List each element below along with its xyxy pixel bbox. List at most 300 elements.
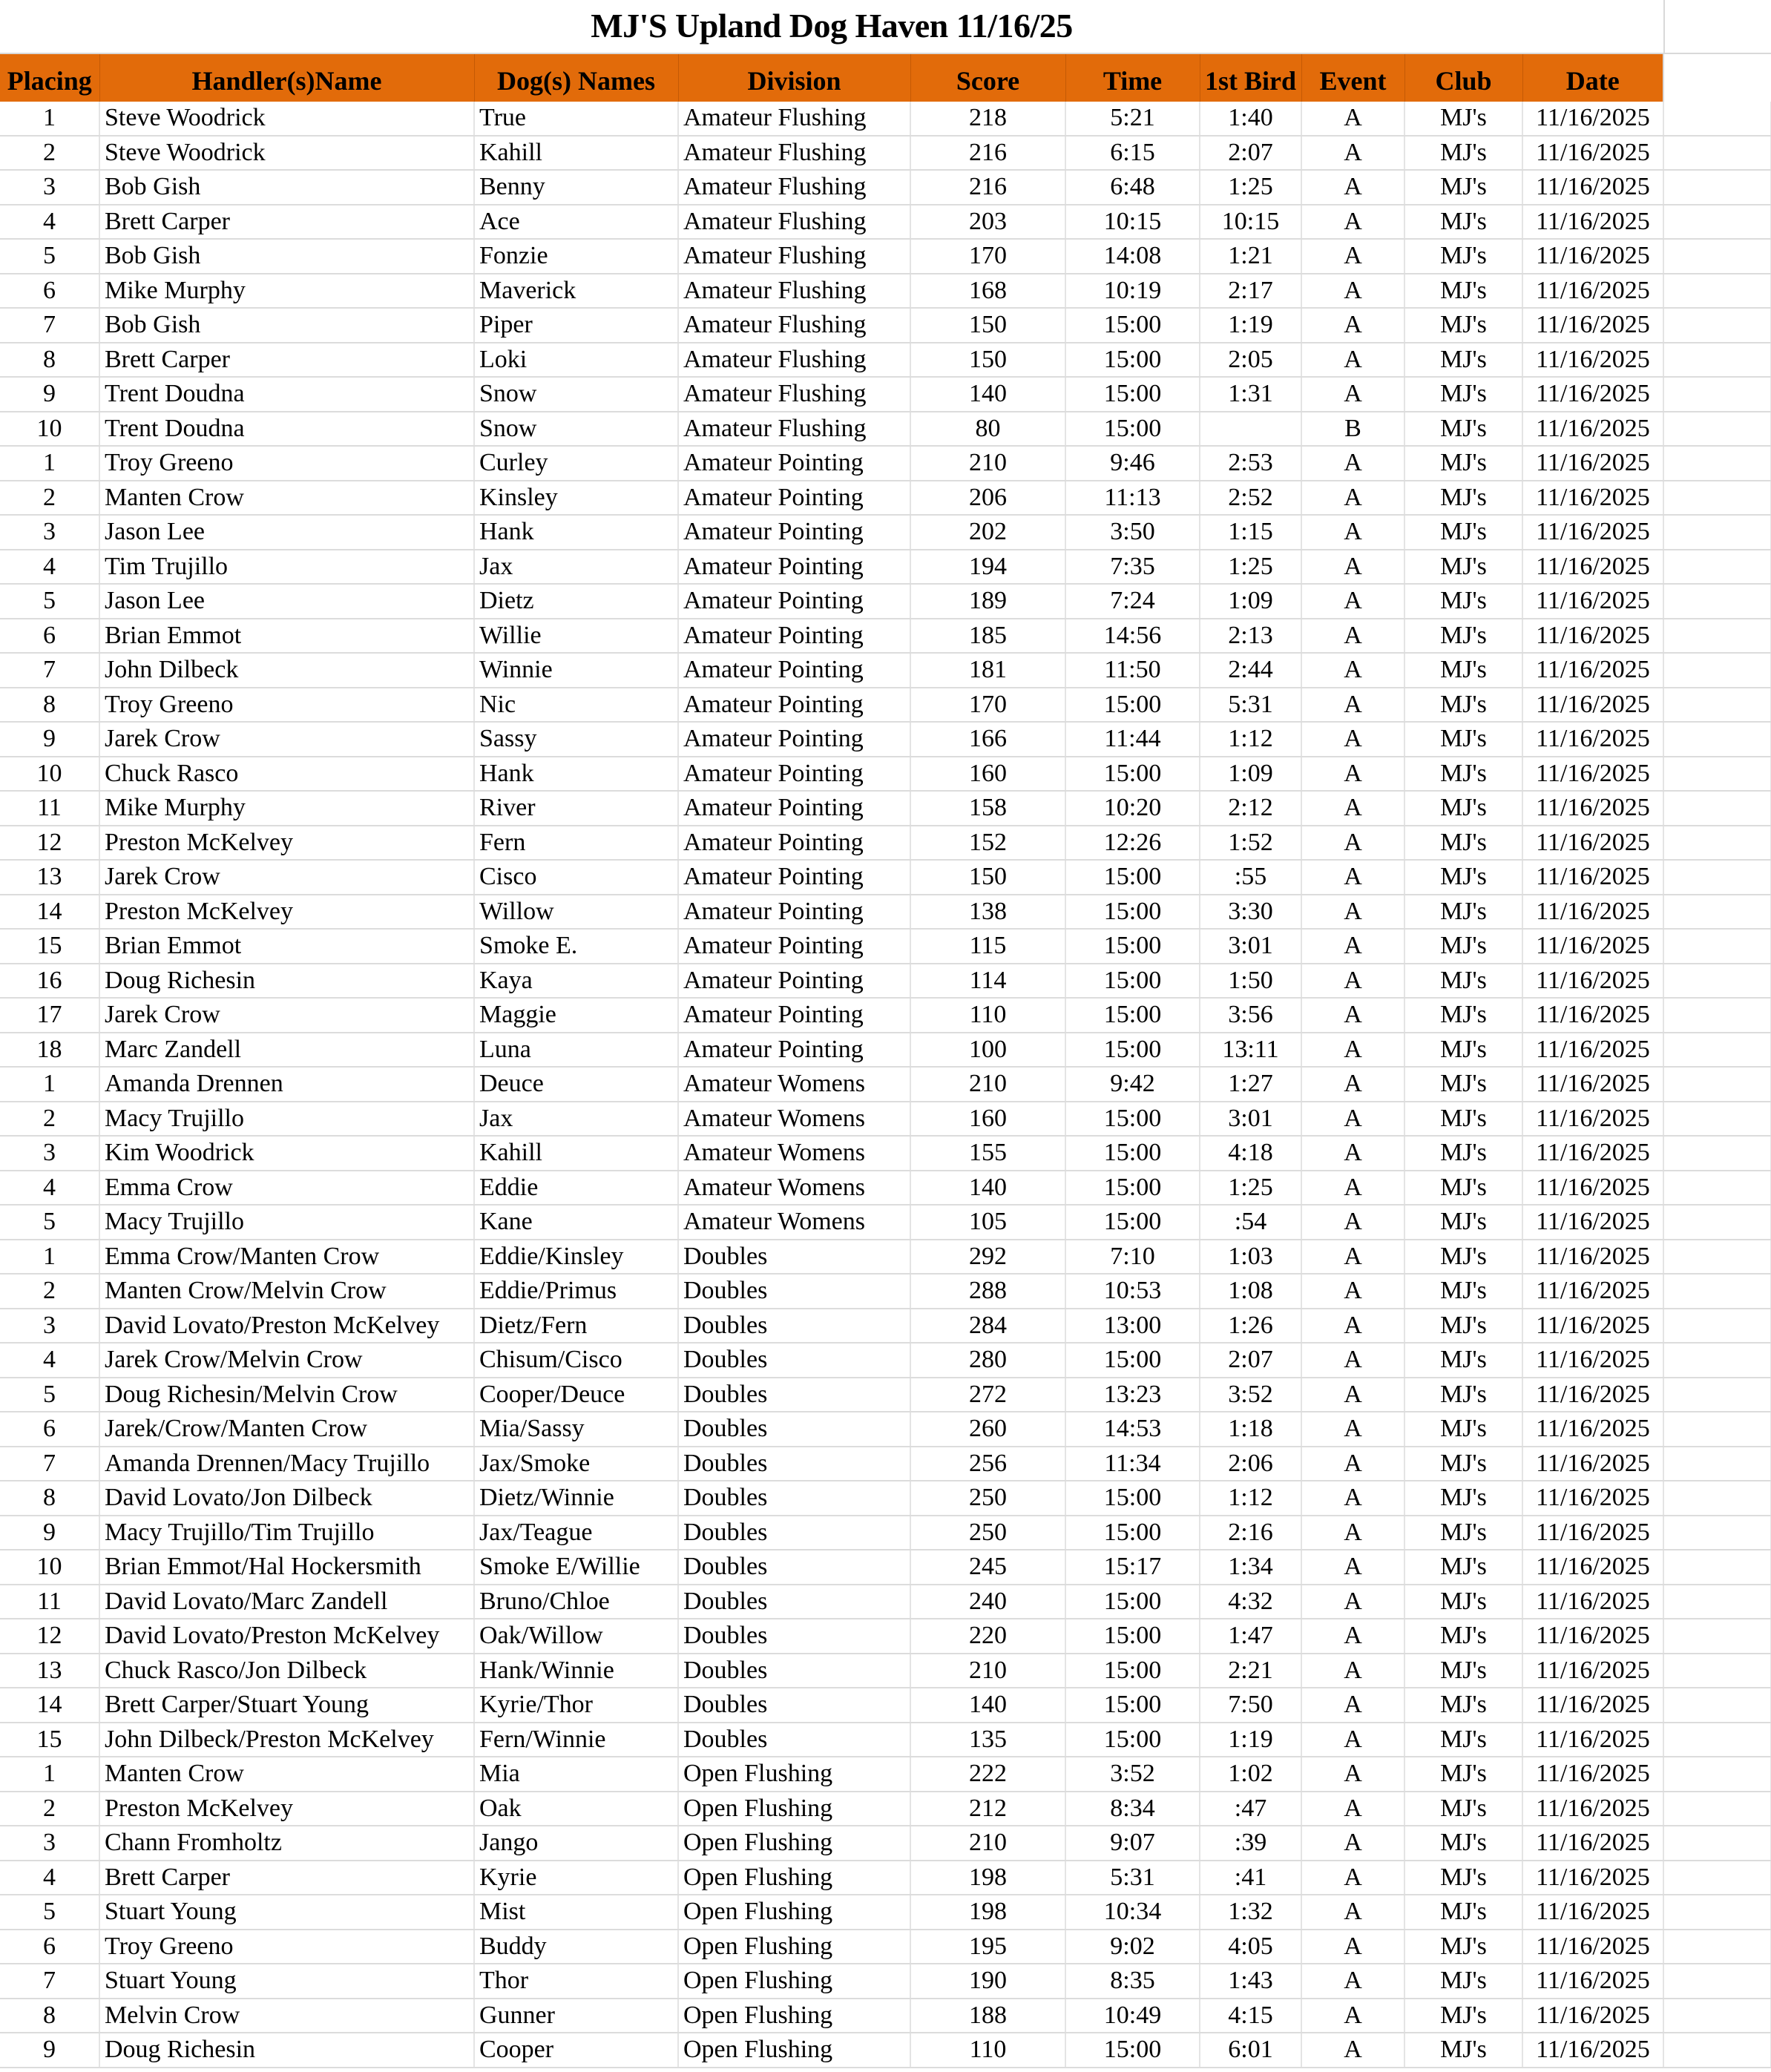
cell-date[interactable]: 11/16/2025 [1522, 515, 1663, 550]
cell-dog-names[interactable]: Mist [474, 1895, 678, 1930]
cell-first-bird[interactable]: 1:09 [1200, 584, 1301, 619]
cell-division[interactable]: Amateur Pointing [678, 619, 910, 654]
cell-placing[interactable]: 4 [0, 205, 99, 240]
cell-event[interactable]: A [1301, 895, 1404, 930]
cell-score[interactable]: 206 [910, 481, 1065, 516]
empty-cell[interactable] [1663, 136, 1771, 171]
cell-dog-names[interactable]: Kaya [474, 964, 678, 999]
cell-dog-names[interactable]: Dietz [474, 584, 678, 619]
cell-event[interactable]: A [1301, 722, 1404, 757]
empty-cell[interactable] [1663, 757, 1771, 792]
cell-time[interactable]: 15:00 [1065, 1723, 1200, 1757]
cell-date[interactable]: 11/16/2025 [1522, 1481, 1663, 1516]
cell-first-bird[interactable]: 2:52 [1200, 481, 1301, 516]
cell-handler-name[interactable]: Brett Carper/Stuart Young [99, 1688, 474, 1723]
cell-event[interactable]: A [1301, 1930, 1404, 1964]
cell-dog-names[interactable]: Ace [474, 205, 678, 240]
cell-handler-name[interactable]: David Lovato/Preston McKelvey [99, 1309, 474, 1343]
cell-time[interactable]: 14:08 [1065, 239, 1200, 274]
cell-time[interactable]: 14:56 [1065, 619, 1200, 654]
cell-handler-name[interactable]: Steve Woodrick [99, 102, 474, 136]
cell-time[interactable]: 11:44 [1065, 722, 1200, 757]
cell-club[interactable]: MJ's [1404, 1964, 1522, 1999]
cell-time[interactable]: 15:00 [1065, 1205, 1200, 1240]
cell-club[interactable]: MJ's [1404, 1999, 1522, 2033]
column-header-event[interactable]: Event [1301, 54, 1404, 102]
cell-date[interactable]: 11/16/2025 [1522, 1412, 1663, 1447]
cell-time[interactable]: 12:26 [1065, 826, 1200, 861]
cell-division[interactable]: Amateur Pointing [678, 964, 910, 999]
cell-score[interactable]: 210 [910, 1654, 1065, 1688]
cell-dog-names[interactable]: Smoke E. [474, 929, 678, 964]
cell-time[interactable]: 15:00 [1065, 757, 1200, 792]
cell-handler-name[interactable]: Bob Gish [99, 170, 474, 205]
cell-event[interactable]: A [1301, 446, 1404, 481]
cell-first-bird[interactable]: :55 [1200, 860, 1301, 895]
cell-first-bird[interactable]: 1:25 [1200, 170, 1301, 205]
cell-time[interactable]: 7:24 [1065, 584, 1200, 619]
cell-score[interactable]: 250 [910, 1516, 1065, 1550]
cell-dog-names[interactable]: Dietz/Winnie [474, 1481, 678, 1516]
cell-date[interactable]: 11/16/2025 [1522, 446, 1663, 481]
cell-handler-name[interactable]: Chann Fromholtz [99, 1826, 474, 1861]
cell-placing[interactable]: 1 [0, 1757, 99, 1792]
cell-score[interactable]: 210 [910, 1067, 1065, 1102]
cell-division[interactable]: Amateur Flushing [678, 308, 910, 343]
cell-placing[interactable]: 9 [0, 377, 99, 412]
cell-event[interactable]: A [1301, 1309, 1404, 1343]
cell-first-bird[interactable]: 4:15 [1200, 1999, 1301, 2033]
empty-cell[interactable] [1663, 1654, 1771, 1688]
cell-date[interactable]: 11/16/2025 [1522, 1757, 1663, 1792]
cell-dog-names[interactable]: Thor [474, 1964, 678, 1999]
cell-division[interactable]: Amateur Womens [678, 1102, 910, 1137]
cell-division[interactable]: Amateur Flushing [678, 377, 910, 412]
cell-club[interactable]: MJ's [1404, 757, 1522, 792]
cell-dog-names[interactable]: Cooper [474, 2033, 678, 2068]
cell-date[interactable]: 11/16/2025 [1522, 757, 1663, 792]
cell-time[interactable]: 15:00 [1065, 860, 1200, 895]
empty-cell[interactable] [1663, 1826, 1771, 1861]
cell-club[interactable]: MJ's [1404, 1757, 1522, 1792]
cell-dog-names[interactable]: Piper [474, 308, 678, 343]
cell-club[interactable]: MJ's [1404, 964, 1522, 999]
cell-time[interactable]: 6:48 [1065, 170, 1200, 205]
cell-handler-name[interactable]: Jarek Crow/Melvin Crow [99, 1343, 474, 1378]
cell-placing[interactable]: 6 [0, 274, 99, 309]
cell-score[interactable]: 152 [910, 826, 1065, 861]
cell-handler-name[interactable]: John Dilbeck/Preston McKelvey [99, 1723, 474, 1757]
cell-dog-names[interactable]: Buddy [474, 1930, 678, 1964]
cell-handler-name[interactable]: Brian Emmot/Hal Hockersmith [99, 1550, 474, 1585]
empty-cell[interactable] [1663, 1309, 1771, 1343]
cell-club[interactable]: MJ's [1404, 1102, 1522, 1137]
cell-time[interactable]: 15:00 [1065, 998, 1200, 1033]
cell-score[interactable]: 105 [910, 1205, 1065, 1240]
empty-cell[interactable] [1663, 1999, 1771, 2033]
empty-cell[interactable] [1663, 274, 1771, 309]
cell-time[interactable]: 10:34 [1065, 1895, 1200, 1930]
cell-division[interactable]: Amateur Pointing [678, 446, 910, 481]
cell-handler-name[interactable]: Macy Trujillo [99, 1102, 474, 1137]
empty-cell[interactable] [1663, 1895, 1771, 1930]
cell-handler-name[interactable]: Brett Carper [99, 1861, 474, 1895]
cell-dog-names[interactable]: Gunner [474, 1999, 678, 2033]
cell-event[interactable]: A [1301, 1067, 1404, 1102]
cell-club[interactable]: MJ's [1404, 722, 1522, 757]
cell-placing[interactable]: 18 [0, 1033, 99, 1068]
empty-cell[interactable] [1663, 1205, 1771, 1240]
cell-score[interactable]: 138 [910, 895, 1065, 930]
cell-score[interactable]: 114 [910, 964, 1065, 999]
cell-club[interactable]: MJ's [1404, 791, 1522, 826]
cell-date[interactable]: 11/16/2025 [1522, 239, 1663, 274]
cell-score[interactable]: 222 [910, 1757, 1065, 1792]
empty-cell[interactable] [1663, 446, 1771, 481]
cell-club[interactable]: MJ's [1404, 1550, 1522, 1585]
cell-club[interactable]: MJ's [1404, 1171, 1522, 1206]
cell-dog-names[interactable]: Mia [474, 1757, 678, 1792]
cell-score[interactable]: 188 [910, 1999, 1065, 2033]
cell-time[interactable]: 10:19 [1065, 274, 1200, 309]
cell-club[interactable]: MJ's [1404, 377, 1522, 412]
cell-score[interactable]: 185 [910, 619, 1065, 654]
cell-event[interactable]: A [1301, 1895, 1404, 1930]
cell-score[interactable]: 195 [910, 1930, 1065, 1964]
cell-score[interactable]: 220 [910, 1619, 1065, 1654]
cell-club[interactable]: MJ's [1404, 1688, 1522, 1723]
cell-club[interactable]: MJ's [1404, 274, 1522, 309]
cell-dog-names[interactable]: Hank/Winnie [474, 1654, 678, 1688]
cell-first-bird[interactable]: 2:53 [1200, 446, 1301, 481]
cell-dog-names[interactable]: Kyrie [474, 1861, 678, 1895]
empty-cell[interactable] [1663, 1585, 1771, 1619]
cell-division[interactable]: Open Flushing [678, 1792, 910, 1826]
cell-dog-names[interactable]: Nic [474, 688, 678, 723]
cell-club[interactable]: MJ's [1404, 929, 1522, 964]
cell-placing[interactable]: 8 [0, 1481, 99, 1516]
empty-cell[interactable] [1663, 1274, 1771, 1309]
cell-club[interactable]: MJ's [1404, 895, 1522, 930]
empty-cell[interactable] [1663, 1964, 1771, 1999]
cell-placing[interactable]: 16 [0, 964, 99, 999]
cell-handler-name[interactable]: Kim Woodrick [99, 1136, 474, 1171]
cell-first-bird[interactable]: 1:34 [1200, 1550, 1301, 1585]
cell-date[interactable]: 11/16/2025 [1522, 964, 1663, 999]
cell-division[interactable]: Amateur Flushing [678, 102, 910, 136]
cell-club[interactable]: MJ's [1404, 1205, 1522, 1240]
cell-division[interactable]: Doubles [678, 1550, 910, 1585]
cell-division[interactable]: Amateur Pointing [678, 688, 910, 723]
cell-dog-names[interactable]: Dietz/Fern [474, 1309, 678, 1343]
cell-date[interactable]: 11/16/2025 [1522, 1585, 1663, 1619]
cell-first-bird[interactable]: 2:07 [1200, 1343, 1301, 1378]
cell-club[interactable]: MJ's [1404, 343, 1522, 378]
cell-division[interactable]: Amateur Womens [678, 1136, 910, 1171]
cell-score[interactable]: 150 [910, 343, 1065, 378]
cell-first-bird[interactable]: 1:02 [1200, 1757, 1301, 1792]
cell-first-bird[interactable]: 3:30 [1200, 895, 1301, 930]
cell-placing[interactable]: 1 [0, 1067, 99, 1102]
cell-club[interactable]: MJ's [1404, 653, 1522, 688]
cell-time[interactable]: 13:00 [1065, 1309, 1200, 1343]
cell-event[interactable]: A [1301, 1481, 1404, 1516]
cell-score[interactable]: 190 [910, 1964, 1065, 1999]
cell-date[interactable]: 11/16/2025 [1522, 791, 1663, 826]
column-header-time[interactable]: Time [1065, 54, 1200, 102]
cell-first-bird[interactable]: :47 [1200, 1792, 1301, 1826]
cell-time[interactable]: 15:00 [1065, 1516, 1200, 1550]
cell-time[interactable]: 7:10 [1065, 1240, 1200, 1275]
cell-division[interactable]: Doubles [678, 1343, 910, 1378]
cell-division[interactable]: Amateur Pointing [678, 550, 910, 585]
cell-score[interactable]: 189 [910, 584, 1065, 619]
cell-handler-name[interactable]: Preston McKelvey [99, 826, 474, 861]
cell-time[interactable]: 15:17 [1065, 1550, 1200, 1585]
cell-event[interactable]: A [1301, 1136, 1404, 1171]
cell-event[interactable]: A [1301, 170, 1404, 205]
cell-time[interactable]: 8:35 [1065, 1964, 1200, 1999]
cell-score[interactable]: 260 [910, 1412, 1065, 1447]
cell-placing[interactable]: 5 [0, 1205, 99, 1240]
cell-division[interactable]: Amateur Pointing [678, 826, 910, 861]
cell-division[interactable]: Open Flushing [678, 1964, 910, 1999]
empty-cell[interactable] [1663, 205, 1771, 240]
cell-placing[interactable]: 5 [0, 239, 99, 274]
cell-club[interactable]: MJ's [1404, 619, 1522, 654]
cell-handler-name[interactable]: Preston McKelvey [99, 895, 474, 930]
cell-event[interactable]: A [1301, 964, 1404, 999]
cell-event[interactable]: A [1301, 481, 1404, 516]
cell-club[interactable]: MJ's [1404, 2033, 1522, 2068]
cell-handler-name[interactable]: Amanda Drennen [99, 1067, 474, 1102]
cell-first-bird[interactable]: 1:12 [1200, 1481, 1301, 1516]
cell-first-bird[interactable]: 1:25 [1200, 1171, 1301, 1206]
cell-first-bird[interactable]: 1:18 [1200, 1412, 1301, 1447]
cell-division[interactable]: Open Flushing [678, 1757, 910, 1792]
cell-date[interactable]: 11/16/2025 [1522, 1619, 1663, 1654]
cell-handler-name[interactable]: Stuart Young [99, 1964, 474, 1999]
cell-handler-name[interactable]: Chuck Rasco [99, 757, 474, 792]
cell-first-bird[interactable]: 13:11 [1200, 1033, 1301, 1068]
cell-dog-names[interactable]: Snow [474, 412, 678, 447]
cell-handler-name[interactable]: Brian Emmot [99, 619, 474, 654]
cell-division[interactable]: Amateur Pointing [678, 515, 910, 550]
cell-placing[interactable]: 11 [0, 1585, 99, 1619]
cell-club[interactable]: MJ's [1404, 1240, 1522, 1275]
cell-date[interactable]: 11/16/2025 [1522, 653, 1663, 688]
cell-dog-names[interactable]: Jango [474, 1826, 678, 1861]
cell-time[interactable]: 15:00 [1065, 1102, 1200, 1137]
cell-division[interactable]: Amateur Flushing [678, 412, 910, 447]
cell-first-bird[interactable]: 1:43 [1200, 1964, 1301, 1999]
cell-event[interactable]: A [1301, 239, 1404, 274]
empty-cell[interactable] [1663, 722, 1771, 757]
cell-handler-name[interactable]: Jason Lee [99, 515, 474, 550]
cell-first-bird[interactable]: 1:19 [1200, 1723, 1301, 1757]
cell-first-bird[interactable]: 5:31 [1200, 688, 1301, 723]
cell-date[interactable]: 11/16/2025 [1522, 895, 1663, 930]
cell-placing[interactable]: 8 [0, 688, 99, 723]
cell-date[interactable]: 11/16/2025 [1522, 308, 1663, 343]
cell-dog-names[interactable]: Mia/Sassy [474, 1412, 678, 1447]
cell-club[interactable]: MJ's [1404, 1895, 1522, 1930]
cell-placing[interactable]: 3 [0, 515, 99, 550]
cell-placing[interactable]: 10 [0, 412, 99, 447]
cell-time[interactable]: 13:23 [1065, 1378, 1200, 1412]
cell-date[interactable]: 11/16/2025 [1522, 1102, 1663, 1137]
cell-time[interactable]: 15:00 [1065, 964, 1200, 999]
cell-placing[interactable]: 1 [0, 446, 99, 481]
cell-date[interactable]: 11/16/2025 [1522, 2033, 1663, 2068]
cell-handler-name[interactable]: Macy Trujillo/Tim Trujillo [99, 1516, 474, 1550]
cell-placing[interactable]: 12 [0, 826, 99, 861]
cell-club[interactable]: MJ's [1404, 136, 1522, 171]
column-header-first-bird[interactable]: 1st Bird [1200, 54, 1301, 102]
cell-first-bird[interactable]: 7:50 [1200, 1688, 1301, 1723]
cell-division[interactable]: Amateur Pointing [678, 481, 910, 516]
cell-date[interactable]: 11/16/2025 [1522, 1723, 1663, 1757]
cell-placing[interactable]: 6 [0, 619, 99, 654]
cell-event[interactable]: A [1301, 1654, 1404, 1688]
cell-placing[interactable]: 13 [0, 1654, 99, 1688]
cell-handler-name[interactable]: Chuck Rasco/Jon Dilbeck [99, 1654, 474, 1688]
cell-score[interactable]: 170 [910, 239, 1065, 274]
cell-placing[interactable]: 7 [0, 1964, 99, 1999]
cell-handler-name[interactable]: Brett Carper [99, 343, 474, 378]
cell-time[interactable]: 15:00 [1065, 377, 1200, 412]
cell-dog-names[interactable]: Bruno/Chloe [474, 1585, 678, 1619]
cell-handler-name[interactable]: Jarek Crow [99, 860, 474, 895]
cell-time[interactable]: 15:00 [1065, 412, 1200, 447]
cell-event[interactable]: A [1301, 1550, 1404, 1585]
cell-first-bird[interactable]: 1:47 [1200, 1619, 1301, 1654]
cell-first-bird[interactable]: 1:52 [1200, 826, 1301, 861]
cell-score[interactable]: 210 [910, 446, 1065, 481]
empty-cell[interactable] [1663, 1930, 1771, 1964]
column-header-club[interactable]: Club [1404, 54, 1522, 102]
cell-club[interactable]: MJ's [1404, 1412, 1522, 1447]
cell-dog-names[interactable]: Hank [474, 515, 678, 550]
cell-first-bird[interactable]: 3:56 [1200, 998, 1301, 1033]
cell-division[interactable]: Amateur Pointing [678, 860, 910, 895]
cell-first-bird[interactable] [1200, 412, 1301, 447]
cell-dog-names[interactable]: Sassy [474, 722, 678, 757]
cell-placing[interactable]: 1 [0, 102, 99, 136]
cell-dog-names[interactable]: Maggie [474, 998, 678, 1033]
cell-division[interactable]: Doubles [678, 1723, 910, 1757]
cell-placing[interactable]: 7 [0, 653, 99, 688]
empty-cell[interactable] [1663, 550, 1771, 585]
cell-score[interactable]: 284 [910, 1309, 1065, 1343]
cell-time[interactable]: 9:02 [1065, 1930, 1200, 1964]
cell-time[interactable]: 10:53 [1065, 1274, 1200, 1309]
cell-score[interactable]: 155 [910, 1136, 1065, 1171]
cell-time[interactable]: 15:00 [1065, 2033, 1200, 2068]
cell-handler-name[interactable]: Trent Doudna [99, 377, 474, 412]
cell-first-bird[interactable]: :39 [1200, 1826, 1301, 1861]
cell-dog-names[interactable]: Eddie/Kinsley [474, 1240, 678, 1275]
cell-dog-names[interactable]: True [474, 102, 678, 136]
cell-handler-name[interactable]: Doug Richesin [99, 964, 474, 999]
cell-score[interactable]: 100 [910, 1033, 1065, 1068]
cell-score[interactable]: 160 [910, 1102, 1065, 1137]
cell-event[interactable]: A [1301, 653, 1404, 688]
cell-dog-names[interactable]: Kahill [474, 136, 678, 171]
cell-handler-name[interactable]: Jarek Crow [99, 722, 474, 757]
cell-placing[interactable]: 2 [0, 1102, 99, 1137]
cell-date[interactable]: 11/16/2025 [1522, 412, 1663, 447]
cell-dog-names[interactable]: Curley [474, 446, 678, 481]
cell-score[interactable]: 158 [910, 791, 1065, 826]
cell-score[interactable]: 168 [910, 274, 1065, 309]
cell-first-bird[interactable]: 1:32 [1200, 1895, 1301, 1930]
cell-first-bird[interactable]: 1:12 [1200, 722, 1301, 757]
cell-event[interactable]: A [1301, 757, 1404, 792]
cell-date[interactable]: 11/16/2025 [1522, 343, 1663, 378]
cell-handler-name[interactable]: John Dilbeck [99, 653, 474, 688]
cell-event[interactable]: A [1301, 102, 1404, 136]
cell-first-bird[interactable]: 4:32 [1200, 1585, 1301, 1619]
cell-placing[interactable]: 6 [0, 1930, 99, 1964]
cell-event[interactable]: A [1301, 1274, 1404, 1309]
cell-dog-names[interactable]: Willie [474, 619, 678, 654]
cell-handler-name[interactable]: Bob Gish [99, 239, 474, 274]
empty-cell[interactable] [1663, 170, 1771, 205]
empty-cell[interactable] [1663, 1033, 1771, 1068]
cell-date[interactable]: 11/16/2025 [1522, 1516, 1663, 1550]
cell-handler-name[interactable]: Preston McKelvey [99, 1792, 474, 1826]
cell-date[interactable]: 11/16/2025 [1522, 1171, 1663, 1206]
cell-placing[interactable]: 10 [0, 1550, 99, 1585]
cell-first-bird[interactable]: :41 [1200, 1861, 1301, 1895]
cell-club[interactable]: MJ's [1404, 481, 1522, 516]
empty-cell[interactable] [1663, 1792, 1771, 1826]
cell-division[interactable]: Amateur Pointing [678, 757, 910, 792]
cell-first-bird[interactable]: 1:26 [1200, 1309, 1301, 1343]
cell-club[interactable]: MJ's [1404, 584, 1522, 619]
cell-date[interactable]: 11/16/2025 [1522, 998, 1663, 1033]
cell-first-bird[interactable]: 1:40 [1200, 102, 1301, 136]
cell-club[interactable]: MJ's [1404, 1033, 1522, 1068]
cell-club[interactable]: MJ's [1404, 998, 1522, 1033]
cell-placing[interactable]: 8 [0, 343, 99, 378]
cell-division[interactable]: Doubles [678, 1688, 910, 1723]
cell-first-bird[interactable]: 2:06 [1200, 1447, 1301, 1481]
cell-event[interactable]: A [1301, 1412, 1404, 1447]
cell-event[interactable]: A [1301, 1792, 1404, 1826]
cell-event[interactable]: A [1301, 2033, 1404, 2068]
cell-dog-names[interactable]: Chisum/Cisco [474, 1343, 678, 1378]
cell-score[interactable]: 150 [910, 308, 1065, 343]
cell-time[interactable]: 15:00 [1065, 343, 1200, 378]
cell-score[interactable]: 245 [910, 1550, 1065, 1585]
cell-event[interactable]: A [1301, 1826, 1404, 1861]
cell-placing[interactable]: 11 [0, 791, 99, 826]
cell-event[interactable]: A [1301, 998, 1404, 1033]
cell-handler-name[interactable]: David Lovato/Preston McKelvey [99, 1619, 474, 1654]
cell-division[interactable]: Amateur Pointing [678, 998, 910, 1033]
cell-event[interactable]: A [1301, 1723, 1404, 1757]
cell-club[interactable]: MJ's [1404, 860, 1522, 895]
cell-score[interactable]: 216 [910, 170, 1065, 205]
cell-score[interactable]: 170 [910, 688, 1065, 723]
cell-division[interactable]: Doubles [678, 1274, 910, 1309]
cell-time[interactable]: 15:00 [1065, 895, 1200, 930]
cell-division[interactable]: Amateur Pointing [678, 791, 910, 826]
cell-date[interactable]: 11/16/2025 [1522, 722, 1663, 757]
empty-cell[interactable] [1663, 791, 1771, 826]
